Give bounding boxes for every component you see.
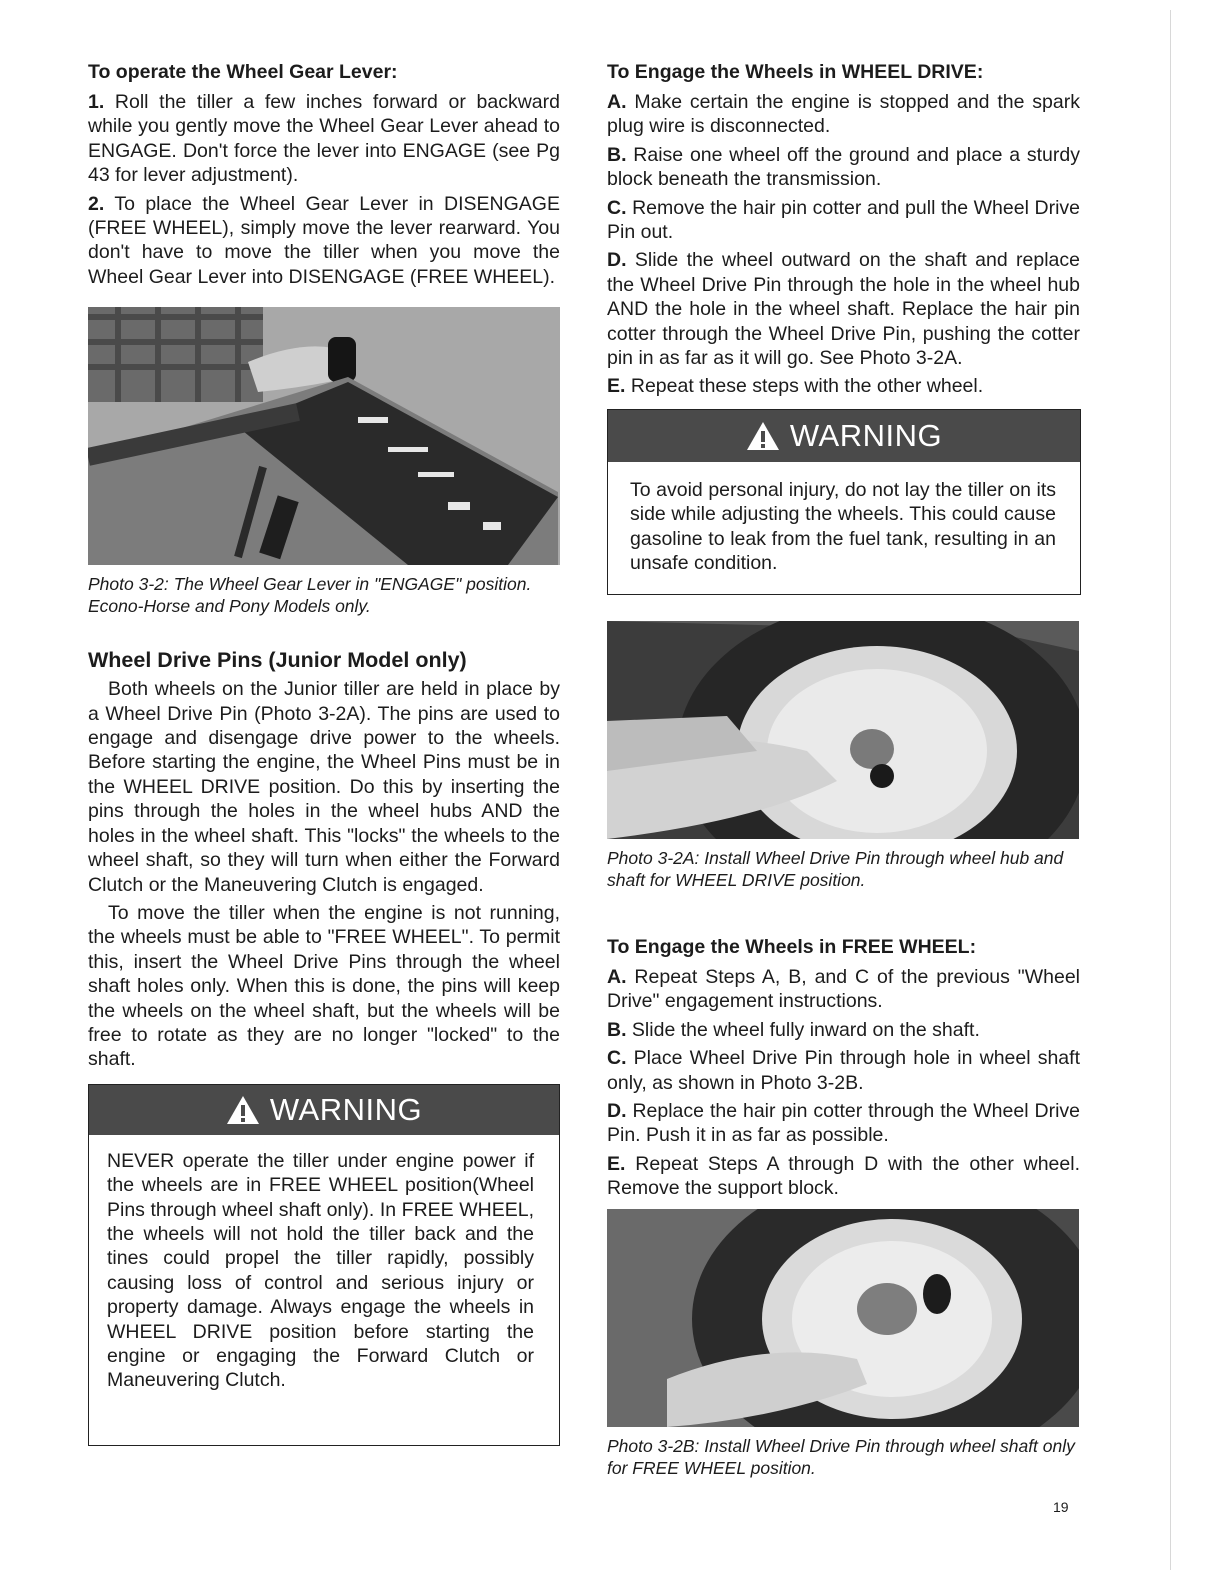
drive-step: B. Raise one wheel off the ground and place a sturdy block beneath the transmission.: [607, 143, 1080, 191]
free-step: A. Repeat Steps A, B, and C of the previous "Wheel Drive" engagement instructions.: [607, 965, 1081, 1013]
free-step: E. Repeat Steps A through D with the other wheel. Remove the support block.: [607, 1152, 1080, 1200]
drive-step: A. Make certain the engine is stopped and the spark plug wire is disconnected.: [607, 91, 1080, 138]
scan-edge-line: [1170, 10, 1171, 1570]
pins-paragraph-1: Both wheels on the Junior tiller are held in place by a Wheel Drive Pin (Photo 3-2A). The pins are used to engage and disengage drive power to the wheels. Before starting the engine, the Wheel Pins must be in the WHEEL DRIVE position. Do this by inserting the pins through the holes in the wheel hubs AND the holes in the wheel shaft. This "locks" the wheels to the wheel shaft, so they will turn when either the Forward Clutch or the Maneuvering Clutch is engaged.: [88, 678, 560, 896]
free-step: C. Place Wheel Drive Pin through hole in wheel shaft only, as shown in Photo 3-2B.: [607, 1047, 1080, 1094]
drive-step: C. Remove the hair pin cotter and pull the Wheel Drive Pin out.: [607, 196, 1080, 244]
lever-step-1: 1. Roll the tiller a few inches forward or backward while you gently move the Wheel Gear Lever ahead to ENGAGE. Don't force the lever into ENGAGE (see Pg 43 for lever adjustment).: [88, 91, 560, 187]
photo-wheel-drive-pin: [607, 621, 1079, 839]
warning-text: To avoid personal injury, do not lay the tiller on its side while adjusting the wheels. This could cause gasoline to leak from the fuel tank, resulting in an unsafe condition.: [630, 478, 1056, 575]
drive-step: D. Slide the wheel outward on the shaft and replace the Wheel Drive Pin through the hole in the wheel hub AND the hole in the wheel shaft. Replace the hair pin cotter through the Wheel Drive Pin, pushing the cotter pin in as far as it will go. See Photo 3-2A.: [607, 249, 1081, 370]
warning-box-side: [607, 409, 1081, 595]
photo-caption-3-2b: Photo 3-2B: Install Wheel Drive Pin through wheel shaft only for FREE WHEEL position.: [607, 1435, 1075, 1478]
warning-text: NEVER operate the tiller under engine power if the wheels are in FREE WHEEL position(Wheel Pins through wheel shaft only). In FREE WHEEL, the wheels will not hold the tiller back and the tines could propel the tiller rapidly, possibly causing loss of control and serious injury or property damage. Always engage the wheels in WHEEL DRIVE position before starting the engine or engaging the Forward Clutch or Maneuvering Clutch.: [107, 1149, 534, 1392]
page-number: 19: [1053, 1499, 1069, 1515]
free-step: D. Replace the hair pin cotter through the Wheel Drive Pin. Push it in as far as possible.: [607, 1099, 1080, 1147]
warning-triangle-icon: [746, 421, 780, 451]
warning-bar: [608, 410, 1080, 462]
wheel-drive-photo-illustration: [607, 621, 1079, 839]
photo-free-wheel-pin: [607, 1209, 1079, 1427]
warning-triangle-icon: [226, 1095, 260, 1125]
warning-box-free-wheel: [88, 1084, 560, 1446]
right-column: [607, 60, 1080, 1479]
lever-step-2: 2. To place the Wheel Gear Lever in DISENGAGE (FREE WHEEL), simply move the lever rearward. You don't have to move the tiller when you move the Wheel Gear Lever into DISENGAGE (FREE WHEEL).: [88, 192, 560, 288]
lever-heading: To operate the Wheel Gear Lever:: [88, 61, 398, 83]
pins-paragraph-2: To move the tiller when the engine is not running, the wheels must be able to "FREE WHEEL". To permit this, insert the Wheel Drive Pins through the wheel shaft holes only. When this is done, the pins will keep the wheels on the wheel shaft, but the wheels will be free to rotate as they are no longer "locked" to the shaft.: [88, 901, 560, 1071]
free-heading: To Engage the Wheels in FREE WHEEL:: [607, 935, 977, 958]
left-column: [88, 60, 560, 1446]
photo-wheel-gear-lever: [88, 307, 560, 565]
warning-title: WARNING: [789, 417, 943, 453]
photo-caption-3-2a: Photo 3-2A: Install Wheel Drive Pin through wheel hub and shaft for WHEEL DRIVE position.: [607, 847, 1064, 890]
warning-title: WARNING: [269, 1091, 423, 1127]
warning-bar: [89, 1085, 559, 1135]
free-step: B. Slide the wheel fully inward on the shaft.: [607, 1018, 980, 1041]
photo-caption-3-2: Photo 3-2: The Wheel Gear Lever in "ENGAGE" position. Econo-Horse and Pony Models only.: [88, 574, 532, 617]
drive-step: E. Repeat these steps with the other wheel.: [607, 375, 984, 398]
free-wheel-photo-illustration: [607, 1209, 1079, 1427]
pins-heading: Wheel Drive Pins (Junior Model only): [88, 648, 467, 673]
drive-heading: To Engage the Wheels in WHEEL DRIVE:: [607, 61, 984, 83]
lever-photo-illustration: [88, 307, 560, 565]
